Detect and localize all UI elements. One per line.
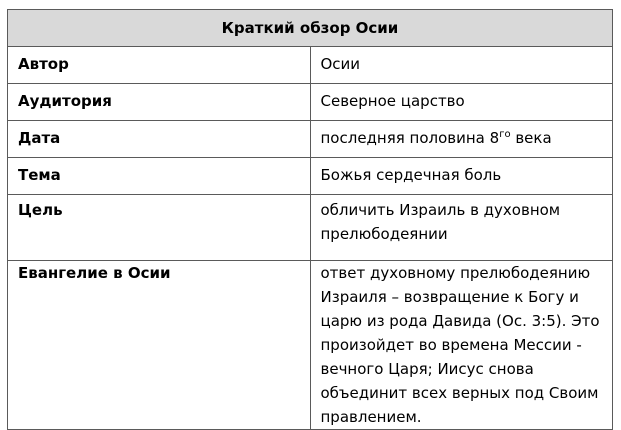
table-title: Краткий обзор Осии	[8, 10, 613, 47]
row-value: ответ духовному прелюбодеянию Израиля – возвращение к Богу и царю из рода Давида (Ос. 3:5). Это произойдет во времена Мессии - вечного Царя; Иисус снова объединит всех верных под Своим правлением.	[310, 261, 613, 430]
row-value	[310, 121, 613, 158]
date-text-suffix: века	[510, 129, 552, 147]
table-row-gospel	[8, 261, 613, 430]
table-header-row	[8, 10, 613, 47]
table-row-date	[8, 121, 613, 158]
table-row-audience	[8, 84, 613, 121]
table-row-theme	[8, 158, 613, 195]
row-label: Автор	[8, 47, 311, 84]
row-value: Осии	[310, 47, 613, 84]
row-label: Дата	[8, 121, 311, 158]
row-value: Северное царство	[310, 84, 613, 121]
date-text: последняя половина 8	[320, 129, 500, 147]
row-value: Божья сердечная боль	[310, 158, 613, 195]
table-row-purpose	[8, 195, 613, 261]
row-value: обличить Израиль в духовном прелюбодеянии	[310, 195, 613, 261]
summary-table	[7, 9, 613, 430]
date-superscript: го	[499, 129, 511, 140]
row-label: Евангелие в Осии	[8, 261, 311, 430]
row-label: Тема	[8, 158, 311, 195]
table-row-author	[8, 47, 613, 84]
row-label: Цель	[8, 195, 311, 261]
row-label: Аудитория	[8, 84, 311, 121]
